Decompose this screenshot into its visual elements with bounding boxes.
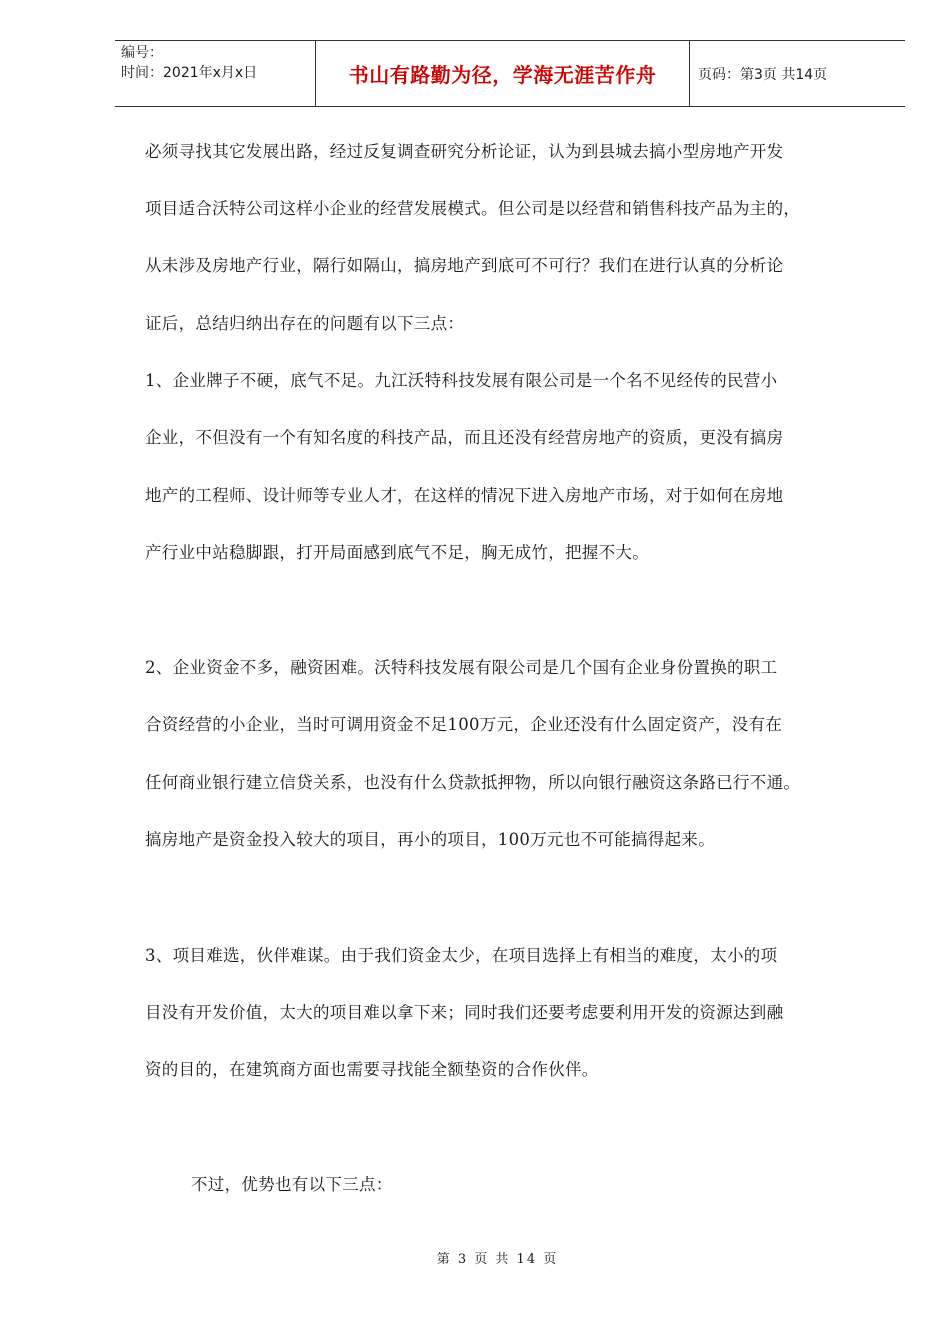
- header-meta-cell: [115, 41, 316, 106]
- document-header: [115, 40, 905, 107]
- body-line: 搞房地产是资金投入较大的项目，再小的项目，100万元也不可能搞得起来。: [145, 830, 715, 849]
- header-motto: 书山有路勤为径，学海无涯苦作舟: [316, 41, 690, 106]
- body-line: 1、企业牌子不硬，底气不足。九江沃特科技发展有限公司是一个名不见经传的民营小: [145, 371, 778, 390]
- body-line: 地产的工程师、设计师等专业人才，在这样的情况下进入房地产市场，对于如何在房地: [145, 486, 784, 505]
- serial-number-label: 编号：: [121, 45, 163, 61]
- body-line: 2、企业资金不多，融资困难。沃特科技发展有限公司是几个国有企业身份置换的职工: [145, 658, 778, 677]
- body-line: 3、项目难选，伙伴难谋。由于我们资金太少，在项目选择上有相当的难度，太小的项: [145, 946, 778, 965]
- body-line: 不过，优势也有以下三点：: [191, 1175, 393, 1194]
- body-line: 企业，不但没有一个有知名度的科技产品，而且还没有经营房地产的资质，更没有搞房: [145, 428, 784, 447]
- body-line: 合资经营的小企业，当时可调用资金不足100万元，企业还没有什么固定资产，没有在: [145, 715, 783, 734]
- page-footer: 第 3 页 共 14 页: [436, 1252, 559, 1267]
- body-line: 必须寻找其它发展出路，经过反复调查研究分析论证，认为到县城去搞小型房地产开发: [145, 142, 784, 161]
- body-line: 目没有开发价值，太大的项目难以拿下来；同时我们还要考虑要利用开发的资源达到融: [145, 1003, 784, 1022]
- body-line: 任何商业银行建立信贷关系，也没有什么贷款抵押物，所以向银行融资这条路已行不通。: [145, 773, 801, 792]
- body-line: 证后，总结归纳出存在的问题有以下三点：: [145, 314, 465, 333]
- body-line: 从未涉及房地产行业，隔行如隔山，搞房地产到底可不可行？我们在进行认真的分析论: [145, 256, 784, 275]
- header-page-info: 页码：第3页 共14页: [698, 66, 828, 83]
- body-line: 项目适合沃特公司这样小企业的经营发展模式。但公司是以经营和销售科技产品为主的，: [145, 199, 801, 218]
- body-line: 产行业中站稳脚跟，打开局面感到底气不足，胸无成竹，把握不大。: [145, 543, 649, 562]
- date-label: 时间：2021年x月x日: [121, 65, 258, 81]
- body-line: 资的目的，在建筑商方面也需要寻找能全额垫资的合作伙伴。: [145, 1060, 599, 1079]
